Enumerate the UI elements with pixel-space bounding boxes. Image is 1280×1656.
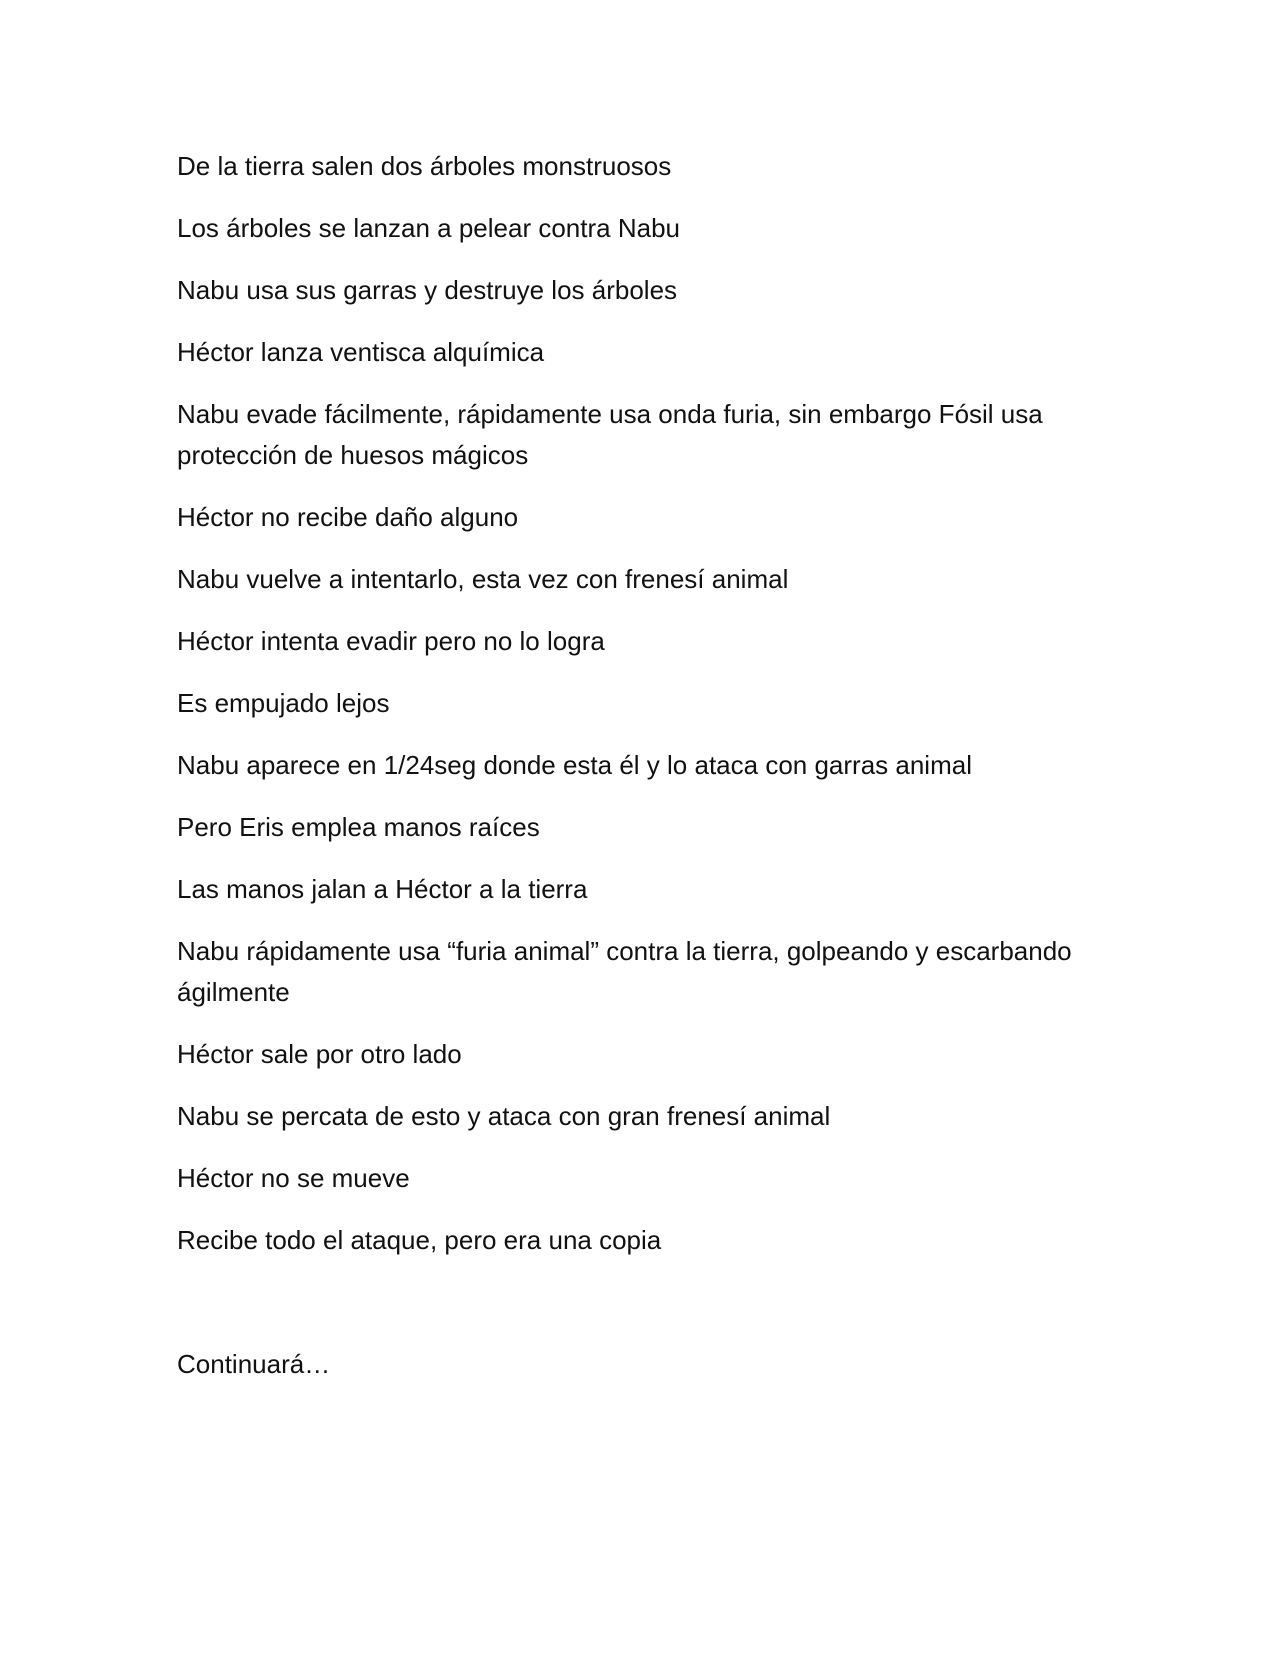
paragraph: Recibe todo el ataque, pero era una copia	[177, 1225, 662, 1255]
paragraph: Los árboles se lanzan a pelear contra Nabu	[177, 213, 680, 243]
paragraph: Nabu aparece en 1/24seg donde esta él y lo ataca con garras animal	[177, 750, 972, 780]
paragraph: Héctor intenta evadir pero no lo logra	[177, 626, 605, 656]
paragraph: De la tierra salen dos árboles monstruosos	[177, 151, 672, 181]
paragraph: Nabu vuelve a intentarlo, esta vez con frenesí animal	[177, 564, 789, 594]
paragraph: Héctor sale por otro lado	[177, 1039, 462, 1069]
paragraph: Héctor no se mueve	[177, 1163, 410, 1193]
paragraph: Pero Eris emplea manos raíces	[177, 812, 540, 842]
document-body	[177, 146, 1097, 1385]
paragraph: Héctor lanza ventisca alquímica	[177, 337, 545, 367]
ending-text: Continuará…	[177, 1349, 331, 1379]
paragraph: Nabu se percata de esto y ataca con gran frenesí animal	[177, 1101, 831, 1131]
paragraph: Nabu usa sus garras y destruye los árboles	[177, 275, 678, 305]
paragraph: Nabu rápidamente usa “furia animal” contra la tierra, golpeando y escarbando ágilmente	[177, 936, 1072, 1007]
paragraph: Nabu evade fácilmente, rápidamente usa onda furia, sin embargo Fósil usa protección de huesos mágicos	[177, 399, 1043, 470]
paragraph: Las manos jalan a Héctor a la tierra	[177, 874, 588, 904]
paragraph: Es empujado lejos	[177, 688, 390, 718]
paragraph: Héctor no recibe daño alguno	[177, 502, 519, 532]
blank-line	[177, 1282, 1097, 1344]
